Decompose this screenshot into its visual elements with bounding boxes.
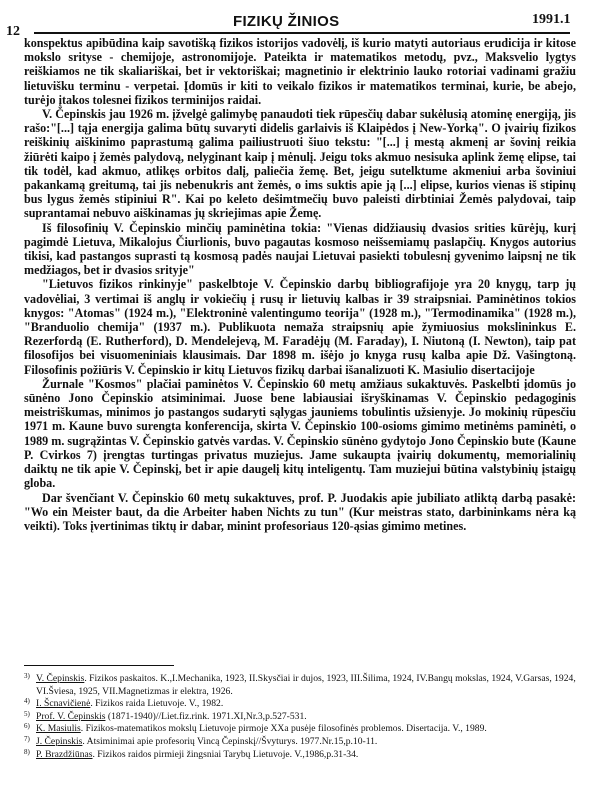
page-number: 12 xyxy=(6,24,20,39)
footnote xyxy=(24,736,576,749)
footnote-mark: 6) xyxy=(24,722,30,731)
footnote xyxy=(24,673,576,698)
footnote-mark: 7) xyxy=(24,734,30,743)
paragraph: Žurnale "Kosmos" plačiai paminėtos V. Čepinskio 60 metų amžiaus sukaktuvės. Paskelbti įdomūs jo sūnėno Jono Čepinskio atsiminimai. Juose bene labiausiai išryškinamas V. Čepinskio pedagoginis meistriškumas, minimos jo pastangos sudaryti sąlygas jauniems tobulintis užsienyje. Jo mokinių rūpesčiu 1971 m. Kaune buvo surengta konferencija, skirta V. Čepinskio 100-osioms gimimo metinėms paminėti, o 1989 m. sugrąžintas V. Čepinskio gatvės vardas. V. Čepinskio sūnėno gydytojo Jono Čepinskio bute (Kaune P. Cvirkos 7) įrengtas turtingas privatus muziejus. Jame sukaupta įvairių dokumentų, memorialinių daiktų ne tik apie V. Čepinskį, bet ir apie daugelį kitų inteligentų. Tam muziejui būtina valstybinių įstaigų globa. xyxy=(24,376,576,491)
footnote-author: I. Šcnavičienė xyxy=(36,698,91,710)
footnote-author: Prof. V. Čepinskis xyxy=(36,710,106,722)
footnote-author: J. Čepinskis xyxy=(36,735,83,747)
issue-number: 1991.1 xyxy=(532,12,571,27)
footnote-mark: 8) xyxy=(24,747,30,756)
footnote xyxy=(24,698,576,711)
paragraph: Dar švenčiant V. Čepinskio 60 metų sukaktuves, prof. P. Juodakis apie jubiliato atliktą darbą pasakė: "Wo ein Meister baut, da die Arbeiter haben Nichts zu tun" (Kur meistras stato, darbininkams nėra ką veikti). Toks įvertinimas tiktų ir dabar, minint profesoriaus 120-ąsias gimimo metines. xyxy=(24,490,576,533)
footnote-author: K. Masiulis xyxy=(36,723,81,735)
article-body xyxy=(24,36,576,533)
paragraph: "Lietuvos fizikos rinkinyje" paskelbtoje V. Čepinskio darbų bibliografijoje yra 20 knygų, tarp jų vadovėliai, 3 vertimai iš anglų ir vokiečių į rusų ir lietuvių kalbas ir 39 straipsniai. Paminėtinos tokios knygos: "Atomas" (1924 m.), "Elektroninė valentingumo teorija" (1928 m.), "Termodinamika" (1928 m.), "Branduolio chemija" (1937 m.). Publikuota nemaža straipsnių apie žymiuosius mokslininkus E. Rezerfordą (E. Rutherford), D. Mendelejevą, M. Faradėjų (M. Faraday), I. Niutoną (I. Newton), taip pat filosofijos bei visuomeniniais klausimais. Dar 1898 m. išėjo jo knyga rusų kalba apie Dž. Vašingtoną. Filosofinis požiūris V. Čepinskio ir kitų Lietuvos fizikų darbai išanalizuoti K. Masiulio disertacijoje xyxy=(24,277,576,377)
footnote-text: . Atsiminimai apie profesorių Vincą Čepinskį//Švyturys. 1977.Nr.15,p.10-11. xyxy=(82,735,378,747)
paragraph: Iš filosofinių V. Čepinskio minčių paminėtina tokia: "Vienas didžiausių dvasios srities kūrėjų, kurį pagimdė Lietuva, Mikalojus Čiurlionis, buvo pagautas kosmoso neišsemiamų paslapčių. Knygos autorius tikisi, kad pastangos suprasti tą kosmosą padės naujai Lietuvai pasiekti tobulesnį gyvenimo laipsnį ne tik medžiagos, bet ir dvasios srityje" xyxy=(24,220,576,278)
footnote-text: . Fizikos paskaitos. K.,I.Mechanika, 1923, II.Skysčiai ir dujos, 1923, III.Šilima, 1924, IV.Bangų mokslas, 1924, V.Garsas, 1924, VI.Šviesa, 1925, VII.Magnetizmas ir elektra, 1926. xyxy=(36,673,576,697)
footnote xyxy=(24,723,576,736)
footnote-author: P. Brazdžiūnas xyxy=(36,748,93,760)
footnote-mark: 3) xyxy=(24,672,30,680)
footnote-mark: 4) xyxy=(24,697,30,706)
footnote-text: . Fizikos-matematikos mokslų Lietuvoje pirmoje XXa pusėje filosofinės problemos. Disertacija. V., 1989. xyxy=(80,723,487,735)
footnote-text: . Fizikos raidos pirmieji žingsniai Tarybų Lietuvoje. V.,1986,p.31-34. xyxy=(92,748,359,760)
paragraph: konspektus apibūdina kaip savotišką fizikos istorijos vadovėlį, iš kurio matyti autoriaus erudicija ir kitose mokslo srityse - chemijoje, astronomijoje. Pateikta ir matematikos metodų, pvz., Maksvelio lygtys reiškiamos ne tik skaliariškai, bet ir vektoriškai; magnetinio ir elektrinio lauko rotoriai vadinami gražiu lietuvišku terminu - verpetai. Įdomūs ir kiti to veikalo fizikos ir matematikos terminai, kurie, be abejo, turėjo įtakos tolesnei fizikos terminijos raidai. xyxy=(24,36,576,107)
footnote-text: . Fizikos raida Lietuvoje. V., 1982. xyxy=(90,698,224,710)
footnote-author: V. Čepinskis xyxy=(36,673,85,684)
header-rule xyxy=(34,32,570,34)
paragraph: V. Čepinskis jau 1926 m. įžvelgė galimybę panaudoti tiek rūpesčių dabar sukėlusią atominę energiją, jis rašo:"[...] tąja energija galima būtų suvaryti didelis garlaivis iš Klaipėdos į New-Yorką". O įvairių fizikos reiškinių aiškinimo paprastumą galima pailiustruoti šiuo tekstu: "[...] į mestą akmenį ar šovinį reikia žiūrėti kaipo į žemės palydovą, nelyginant kaip į mėnulį. Jeigu toks akmuo nesisuka aplink žemę elipse, tai tik todėl, kad akmuo, atlikęs orbitos dalį, paliečia žemę. Bet, jeigu sutelktume akmeniui arba šoviniui pakankamą greitumą, tai jis nebenukris ant žemės, o ims suktis apie ją [...] elipse, kurios vienas iš stipinų bus lygus žemės stipiniui R". Kai po keleto dešimtmečių buvo paleisti dirbtiniai Žemės palydovai, taip suprantamai nebuvo aiškinamas jų skriejimas apie Žemę. xyxy=(24,107,576,221)
journal-title: FIZIKŲ ŽINIOS xyxy=(233,13,340,30)
footnote-rule xyxy=(24,665,174,666)
footnotes xyxy=(24,673,576,761)
footnote-mark: 5) xyxy=(24,709,30,718)
footnote xyxy=(24,749,576,762)
footnote xyxy=(24,711,576,724)
footnote-text: (1871-1940)//Liet.fiz.rink. 1971.XI,Nr.3,p.527-531. xyxy=(105,710,307,722)
